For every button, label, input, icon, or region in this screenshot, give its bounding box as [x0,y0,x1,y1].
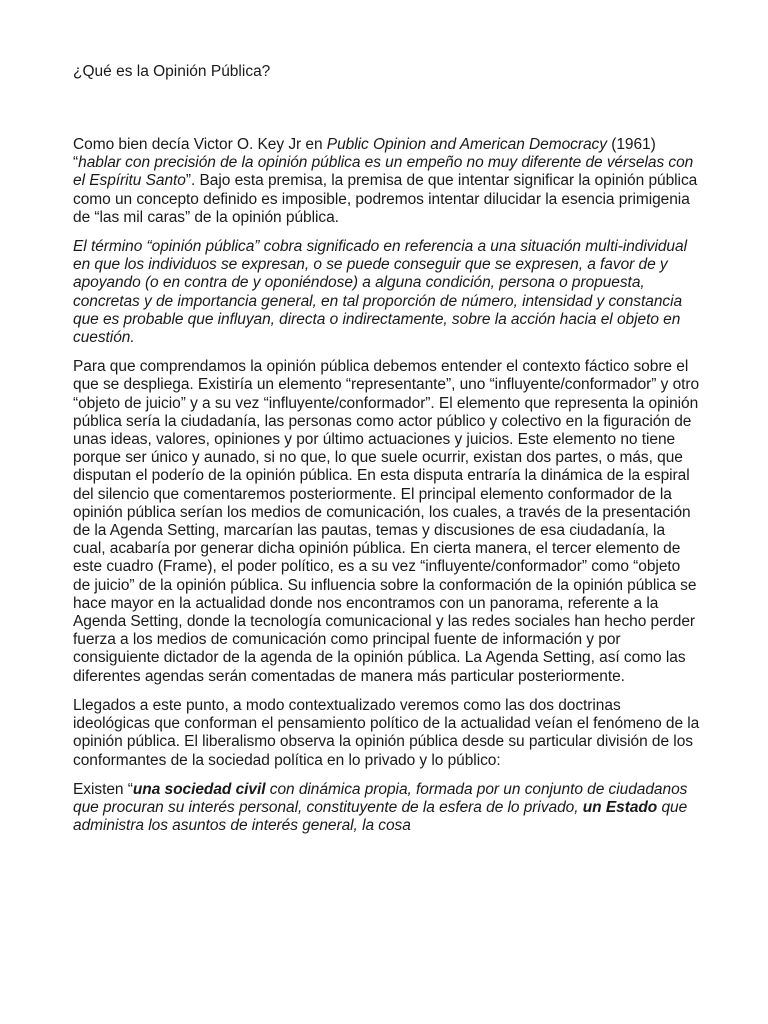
document-page [73,62,701,846]
key-quote: hablar con precisión de la opinión pública es un empeño no muy diferente de vérselas con el Espíritu Santo [73,154,694,190]
liberalism-text-middle: con dinámica propia, formada por un conjunto de ciudadanos que procuran su interés personal, constituyente de la esfera de lo privado, [73,780,688,816]
book-title: Public Opinion and American Democracy [326,136,607,153]
definition-quote: El término “opinión pública” cobra significado en referencia a una situación multi-individual en que los individuos se expresan, o se puede conseguir que se expresen, a favor de y apoyando (o en contra de y oponiéndose) a alguna condición, persona o propuesta, concretas y de importancia general, en tal proporción de número, intensidad y constancia que es probable que influyan, directa o indirectamente, sobre la acción hacia el objeto en cuestión. [73,238,687,347]
intro-text-start: Como bien decía Victor O. Key Jr en [73,136,327,153]
liberalism-text-start: Existen “ [73,780,133,798]
paragraph-liberalism [73,781,701,836]
paragraph-intro [73,136,701,227]
term-sociedad-civil: una sociedad civil [132,780,266,798]
paragraph-definition [73,238,701,347]
paragraph-context: Para que comprendamos la opinión pública debemos entender el contexto fáctico sobre el que se despliega. Existiría un elemento “representante”, uno “influyente/conformador” y otro “objeto de juicio” y a su vez “influyente/conformador”. El elemento que representa la opinión pública sería la ciudadanía, las personas como actor público y colectivo en la figuración de unas ideas, valores, opiniones y por último actuaciones y juicios. Este elemento no tiene porque ser único y aunado, si no que, lo que suele ocurrir, existan dos partes, o más, que disputan el poderío de la opinión pública. En esta disputa entraría la dinámica de la espiral del silencio que comentaremos posteriormente. El principal elemento conformador de la opinión pública serían los medios de comunicación, los cuales, a través de la presentación de la Agenda Setting, marcarían las pautas, temas y discusiones de esa ciudadanía, la cual, acabaría por generar dicha opinión pública. En cierta manera, el tercer elemento de este cuadro (Frame), el poder político, es a su vez “influyente/conformador” como “objeto de juicio” de la opinión pública. Su influencia sobre la conformación de la opinión pública se hace mayor en la actualidad donde nos encontramos con un panorama, referente a la Agenda Setting, donde la tecnología comunicacional y las redes sociales han hecho perder fuerza a los medios de comunicación como principal fuente de información y por consiguiente dictador de la agenda de la opinión pública. La Agenda Setting, así como las diferentes agendas serán comentadas de manera más particular posteriormente. [73,358,700,685]
liberalism-text-end: que administra los asuntos de interés general, la cosa [73,798,688,835]
document-title: ¿Qué es la Opinión Pública? [73,63,271,80]
intro-text-end: ”. Bajo esta premisa, la premisa de que intentar significar la opinión pública como un concepto definido es imposible, podremos intentar dilucidar la esencia primigenia de “las mil caras” de la opinión pública. [73,172,698,226]
term-estado: un Estado [582,798,658,816]
paragraph-doctrines: Llegados a este punto, a modo contextualizado veremos como las dos doctrinas ideológicas que conforman el pensamiento político de la actualidad veían el fenómeno de la opinión pública. El liberalismo observa la opinión pública desde su particular división de los conformantes de la sociedad política en lo privado y lo público: [73,696,700,769]
intro-year: (1961) “ [73,136,656,172]
